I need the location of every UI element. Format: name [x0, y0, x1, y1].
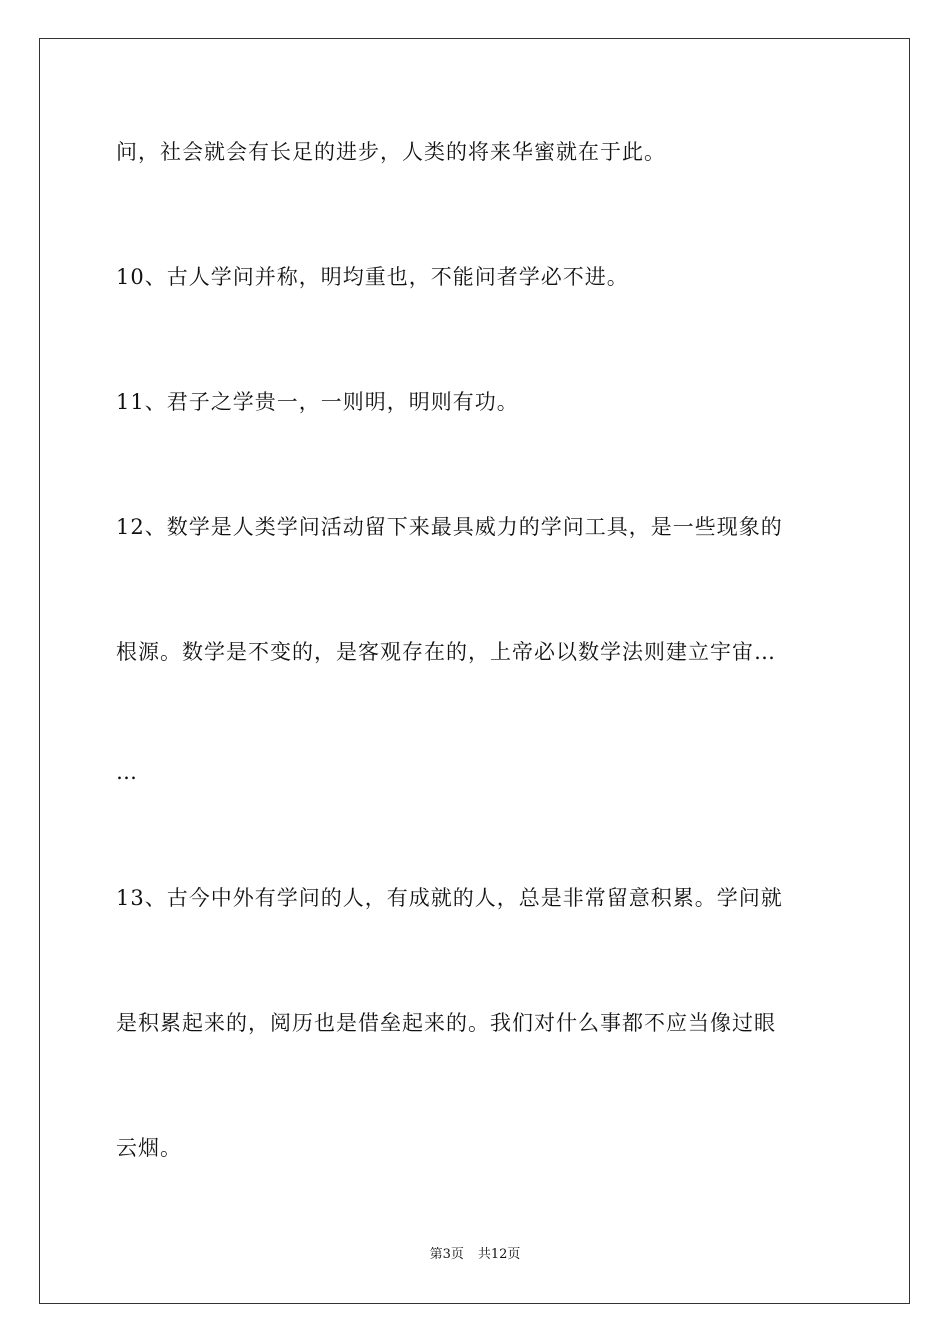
page-border: [39, 38, 910, 1304]
text-line-6: …: [116, 760, 138, 784]
page-number: 第3页: [429, 1247, 464, 1262]
text-line-2: 10、古人学问并称，明均重也，不能问者学必不进。: [116, 265, 629, 289]
text-line-8: 是积累起来的，阅历也是借垒起来的。我们对什么事都不应当像过眼: [116, 1011, 776, 1035]
text-line-7: 13、古今中外有学问的人，有成就的人，总是非常留意积累。学问就: [116, 886, 783, 910]
text-line-5: 根源。数学是不变的，是客观存在的，上帝必以数学法则建立宇宙…: [116, 640, 776, 664]
text-line-4: 12、数学是人类学问活动留下来最具威力的学问工具，是一些现象的: [116, 515, 783, 539]
page-footer: [0, 1247, 950, 1263]
text-line-3: 11、君子之学贵一，一则明，明则有功。: [116, 390, 519, 414]
page-total: 共12页: [477, 1247, 521, 1262]
text-line-9: 云烟。: [116, 1136, 182, 1160]
text-line-1: 问，社会就会有长足的进步，人类的将来华蜜就在于此。: [116, 140, 666, 164]
